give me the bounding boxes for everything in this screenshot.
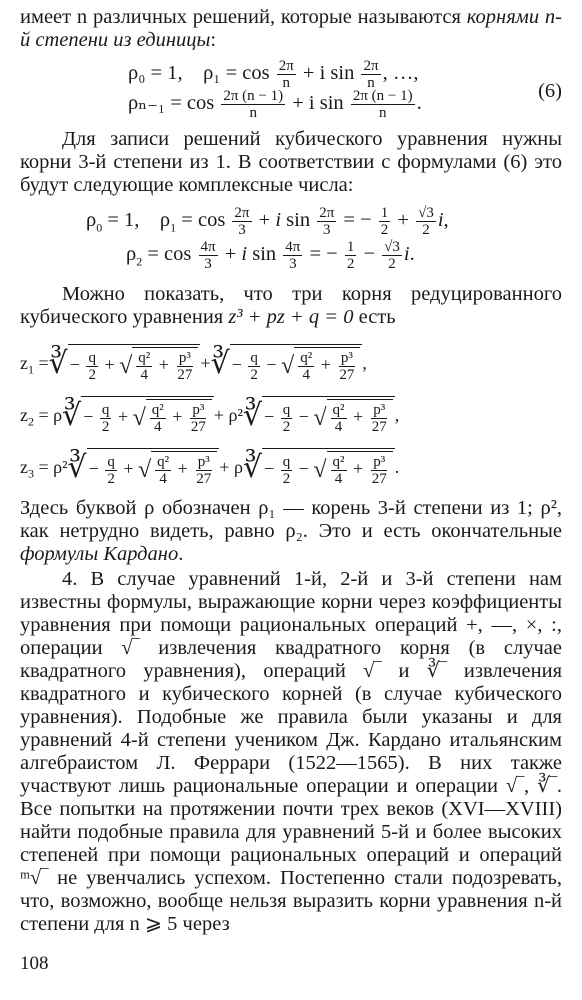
roots-term: корнями n-й степени из единицы <box>20 6 562 51</box>
cardano-z1: $z_1$ = ∛ − $\frac{q}{2}$ + √ $\frac{\text{q²}}{4}$ + $\frac{\text{p³}}{27}$ + ∛ − $\frac{q}{2}$ − √ $\frac{\text{q²}}{4}$ + $\frac{\text{p³}}{27}$ , <box>20 337 562 389</box>
cardano-formulas-term: формулы Кардано <box>20 543 179 565</box>
cubic-roots-line-2: $\rho_2 = \cos$ $\frac{4\pi}{3}$ + i sin $\frac{4\pi}{3}$ = − $\frac{1}{2}$ − $\frac{√3}{2}$ i. <box>126 239 415 272</box>
fraction-2pi-n: $\frac{2\pi}{n}$ <box>278 58 294 91</box>
fraction-2pi-n1: $\frac{2\pi (n - 1)}{n}$ <box>223 88 284 121</box>
cardano-formulas <box>20 337 562 493</box>
rho0-expr: ρ₀ = 1, <box>128 62 183 85</box>
rho-paragraph <box>20 497 562 566</box>
equation-6-line-1 <box>128 58 562 91</box>
rho-text: Здесь буквой ρ обозначен ρ₁ — корень 3-й степени из 1; ρ², как нетрудно видеть, равно ρ₂. Это и есть окончательные <box>20 497 562 542</box>
equation-6-line-2 <box>128 88 562 121</box>
rho1-lhs: ρ₁ = cos <box>203 62 270 85</box>
equation-6 <box>128 58 562 121</box>
rho1-mid: + i sin <box>302 62 355 85</box>
intro-colon: : <box>210 29 217 51</box>
rho-end: . <box>178 543 184 565</box>
page-body <box>20 6 562 936</box>
reduced-cubic-paragraph <box>20 283 562 329</box>
rhon-lhs: ρₙ₋₁ = cos <box>128 92 215 115</box>
intro-text: имеет n различных решений, которые называются <box>20 6 467 28</box>
reduced-tail: есть <box>353 306 396 328</box>
cubic-roots-paragraph: Для записи решений кубического уравнения нужны корни 3-й степени из 1. В соответствии с формулами (6) это будут следующие комплексные числа: <box>20 128 562 196</box>
cardano-z2: $z_2 = \rho$ ∛ − $\frac{q}{2}$ + √ $\frac{\text{q²}}{4}$ + $\frac{\text{p³}}{27}$ + ρ² ∛ − $\frac{q}{2}$ − √ $\frac{\text{q²}}{4}$ + $\frac{\text{p³}}{27}$ , <box>20 389 562 441</box>
section-4-paragraph: 4. В случае уравнений 1-й, 2-й и 3-й степени нам известны формулы, выражающие корни через коэффициенты уравнения при помощи рациональных операций +, —, ×, :, операции √‾ извлечения квадратного корня (в случае квадратного уравнения), операций √‾ и ∛‾ извлечения квадратного и кубического корней (в случае кубического уравнения). Подобные же правила были указаны и для уравнений 4-й степени учеником Дж. Кардано итальянским алгебраистом Л. Феррари (1522—1565). В них также участвуют лишь рациональные операции и операции √‾, ∛‾. Все попытки на протяжении почти трех веков (XVI—XVIII) найти подобные правила для уравнений 5-й и более высоких степеней при помощи рациональных операций и операций ᵐ√‾ не увенчались успехом. Постепенно стали подозревать, что, возможно, вообще нельзя выразить корни уравнения n-й степени для n ⩾ 5 через <box>20 568 562 935</box>
fraction-2pi-n1-b: $\frac{2\pi (n - 1)}{n}$ <box>352 88 413 121</box>
reduced-equation: z³ + pz + q = 0 <box>228 306 354 328</box>
intro-paragraph <box>20 6 562 52</box>
rho1-end: , …, <box>382 62 419 85</box>
rhon-end: . <box>416 92 422 115</box>
cubic-roots-line-1: $\rho_0 = 1$, $\rho_1 = \cos$ $\frac{2\pi}{3}$ + i sin $\frac{2\pi}{3}$ = − $\frac{1}{2}$ + $\frac{√3}{2}$ i, <box>86 205 449 238</box>
rhon-mid: + i sin <box>292 92 344 115</box>
equation-number-6: (6) <box>538 80 562 102</box>
cubic-roots-equations <box>86 205 562 273</box>
reduced-text: Можно показать, что три корня редуцированного кубического уравнения <box>20 283 562 328</box>
fraction-2pi-n-b: $\frac{2\pi}{n}$ <box>363 58 379 91</box>
page-number: 108 <box>20 953 49 974</box>
cardano-z3: $z_3 = \rho^2$ ∛ − $\frac{q}{2}$ + √ $\frac{\text{q²}}{4}$ + $\frac{\text{p³}}{27}$ + ρ ∛ − $\frac{q}{2}$ − √ $\frac{\text{q²}}{4}$ + $\frac{\text{p³}}{27}$ . <box>20 441 562 493</box>
